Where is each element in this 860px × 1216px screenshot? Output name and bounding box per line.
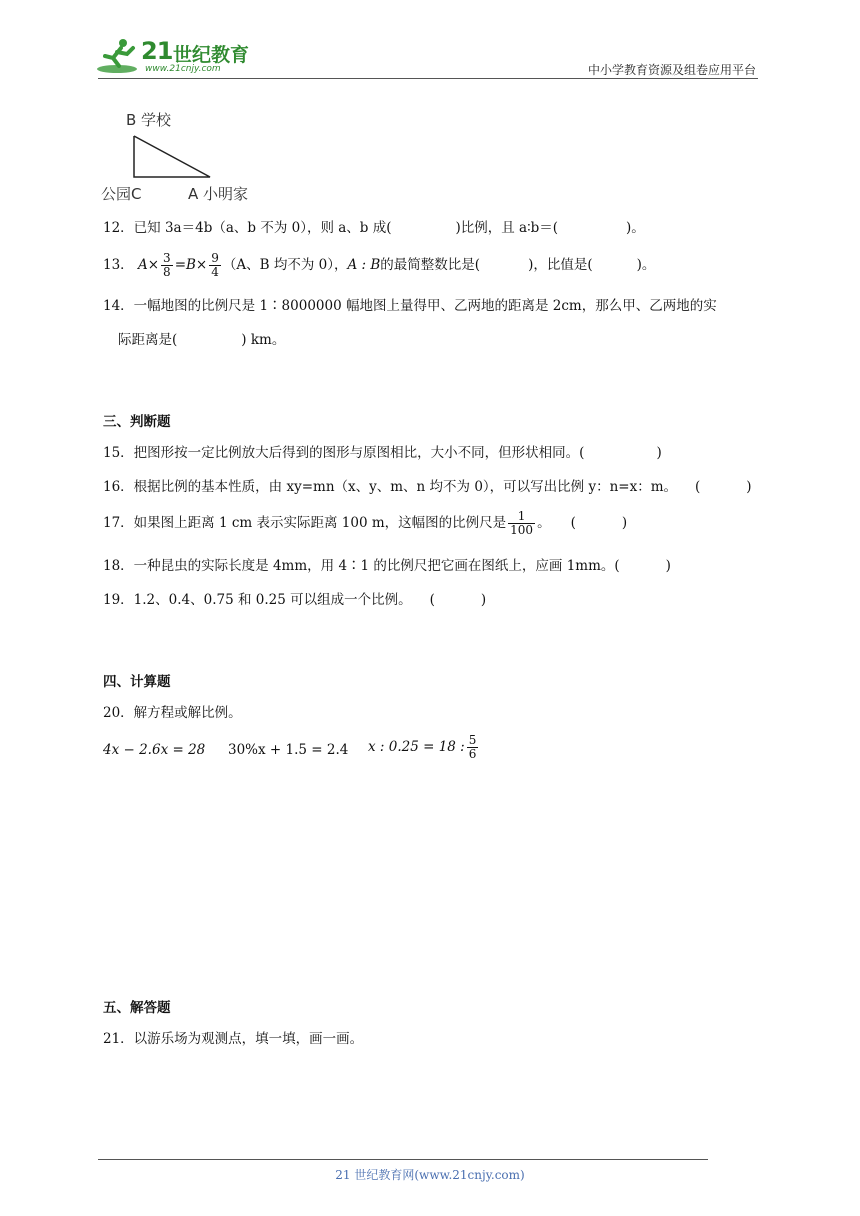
q13-text-2: 的最简整数比是( <box>380 257 481 273</box>
figure-label-b: B 学校 <box>126 111 172 129</box>
logo-number: 21 <box>141 37 173 65</box>
q17-denominator: 100 <box>510 523 534 537</box>
q20-equation-1: 4x − 2.6x = 28 <box>103 742 206 758</box>
q13-f1-denominator: 8 <box>163 265 171 279</box>
q17-after: 。 <box>537 515 551 531</box>
q18-text: 18．一种昆虫的实际长度是 4mm，用 4∶1 的比例尺把它画在图纸上，应画 1mm。( <box>103 558 620 574</box>
q17-numerator: 1 <box>508 510 535 524</box>
q13-var-a: A <box>137 257 148 273</box>
q13-number: 13． <box>103 257 134 273</box>
q17-text: 17．如果图上距离 1 cm 表示实际距离 100 m，这幅图的比例尺是 <box>103 515 507 531</box>
question-12 <box>103 219 645 237</box>
q20-eq3-left: x : 0.25 = 18 : <box>368 739 465 755</box>
q16-close: ) <box>746 479 752 495</box>
q13-f2-denominator: 4 <box>211 265 219 279</box>
section-4-title: 四、计算题 <box>103 674 171 690</box>
q13-times-1: × <box>147 257 160 273</box>
logo-url: www.21cnjy.com <box>145 64 221 74</box>
question-20: 20．解方程或解比例。 <box>103 705 242 721</box>
question-14-line-1: 14．一幅地图的比例尺是 1∶8000000 幅地图上量得甲、乙两地的距离是 2cm，那么甲、乙两地的实 <box>103 298 717 314</box>
question-21: 21．以游乐场为观测点，填一填，画一画。 <box>103 1031 364 1047</box>
header-divider <box>98 78 758 79</box>
question-14-line-2 <box>118 331 285 349</box>
footer-text[interactable]: 21 世纪教育网(www.21cnjy.com) <box>335 1168 525 1182</box>
figure-label-c: 公园C <box>101 185 142 203</box>
section-5-title: 五、解答题 <box>103 1000 171 1016</box>
q13-text-3: )，比值是( <box>528 257 593 273</box>
q14-text-1: 际距离是( <box>118 332 178 348</box>
question-13 <box>103 252 655 279</box>
question-17 <box>103 510 627 537</box>
q13-fraction-1 <box>161 252 173 279</box>
q12-text-3: )。 <box>626 220 645 236</box>
q19-close: ) <box>480 592 487 608</box>
q13-f2-numerator: 9 <box>211 251 219 265</box>
q20-eq3-numerator: 5 <box>468 733 477 747</box>
question-15 <box>103 444 662 462</box>
footer-divider <box>98 1159 708 1160</box>
q13-var-b: B <box>186 257 196 273</box>
question-19 <box>103 591 486 609</box>
triangle-figure <box>126 133 216 181</box>
q18-close: ) <box>665 558 671 574</box>
runner-logo-icon <box>95 36 141 76</box>
q13-text-1: （A、B 均不为 0）， <box>222 257 348 273</box>
q13-times-2: × <box>195 257 208 273</box>
q12-text-1: 12．已知 3a＝4b（a、b 不为 0），则 a、b 成( <box>103 220 392 236</box>
q17-close: ) <box>621 515 628 531</box>
header-platform-text: 中小学教育资源及组卷应用平台 <box>587 63 756 77</box>
q19-open: ( <box>429 592 435 608</box>
q13-text-4: )。 <box>636 257 656 273</box>
q15-text: 15．把图形按一定比例放大后得到的图形与原图相比，大小不同，但形状相同。( <box>103 445 585 461</box>
q13-ratio: A : B <box>347 257 381 273</box>
q20-equation-3 <box>368 734 480 761</box>
section-3-title: 三、判断题 <box>103 414 171 430</box>
q16-text: 16．根据比例的基本性质，由 xy=mn（x、y、m、n 均不为 0），可以写出比例 y：n=x：m。 <box>103 479 678 495</box>
q20-eq3-denominator: 6 <box>468 747 477 761</box>
q13-equals: = <box>174 257 186 273</box>
question-18 <box>103 557 671 575</box>
q17-open: ( <box>570 515 576 531</box>
q19-text: 19．1.2、0.4、0.75 和 0.25 可以组成一个比例。 <box>103 592 412 608</box>
q15-close: ) <box>656 445 662 461</box>
q13-f1-numerator: 3 <box>163 251 171 265</box>
site-logo <box>95 36 260 78</box>
q14-text-2: ) km。 <box>241 332 286 348</box>
q12-text-2: )比例，且 a∶b＝( <box>455 220 559 236</box>
figure-label-a: A 小明家 <box>188 185 249 203</box>
q20-equation-2: 30%x + 1.5 = 2.4 <box>228 742 349 758</box>
q20-eq3-fraction <box>467 734 479 761</box>
logo-name: 世纪教育 <box>173 44 250 66</box>
q13-fraction-2 <box>209 252 221 279</box>
q17-fraction <box>508 510 535 537</box>
question-16 <box>103 478 752 496</box>
q16-open: ( <box>695 479 701 495</box>
